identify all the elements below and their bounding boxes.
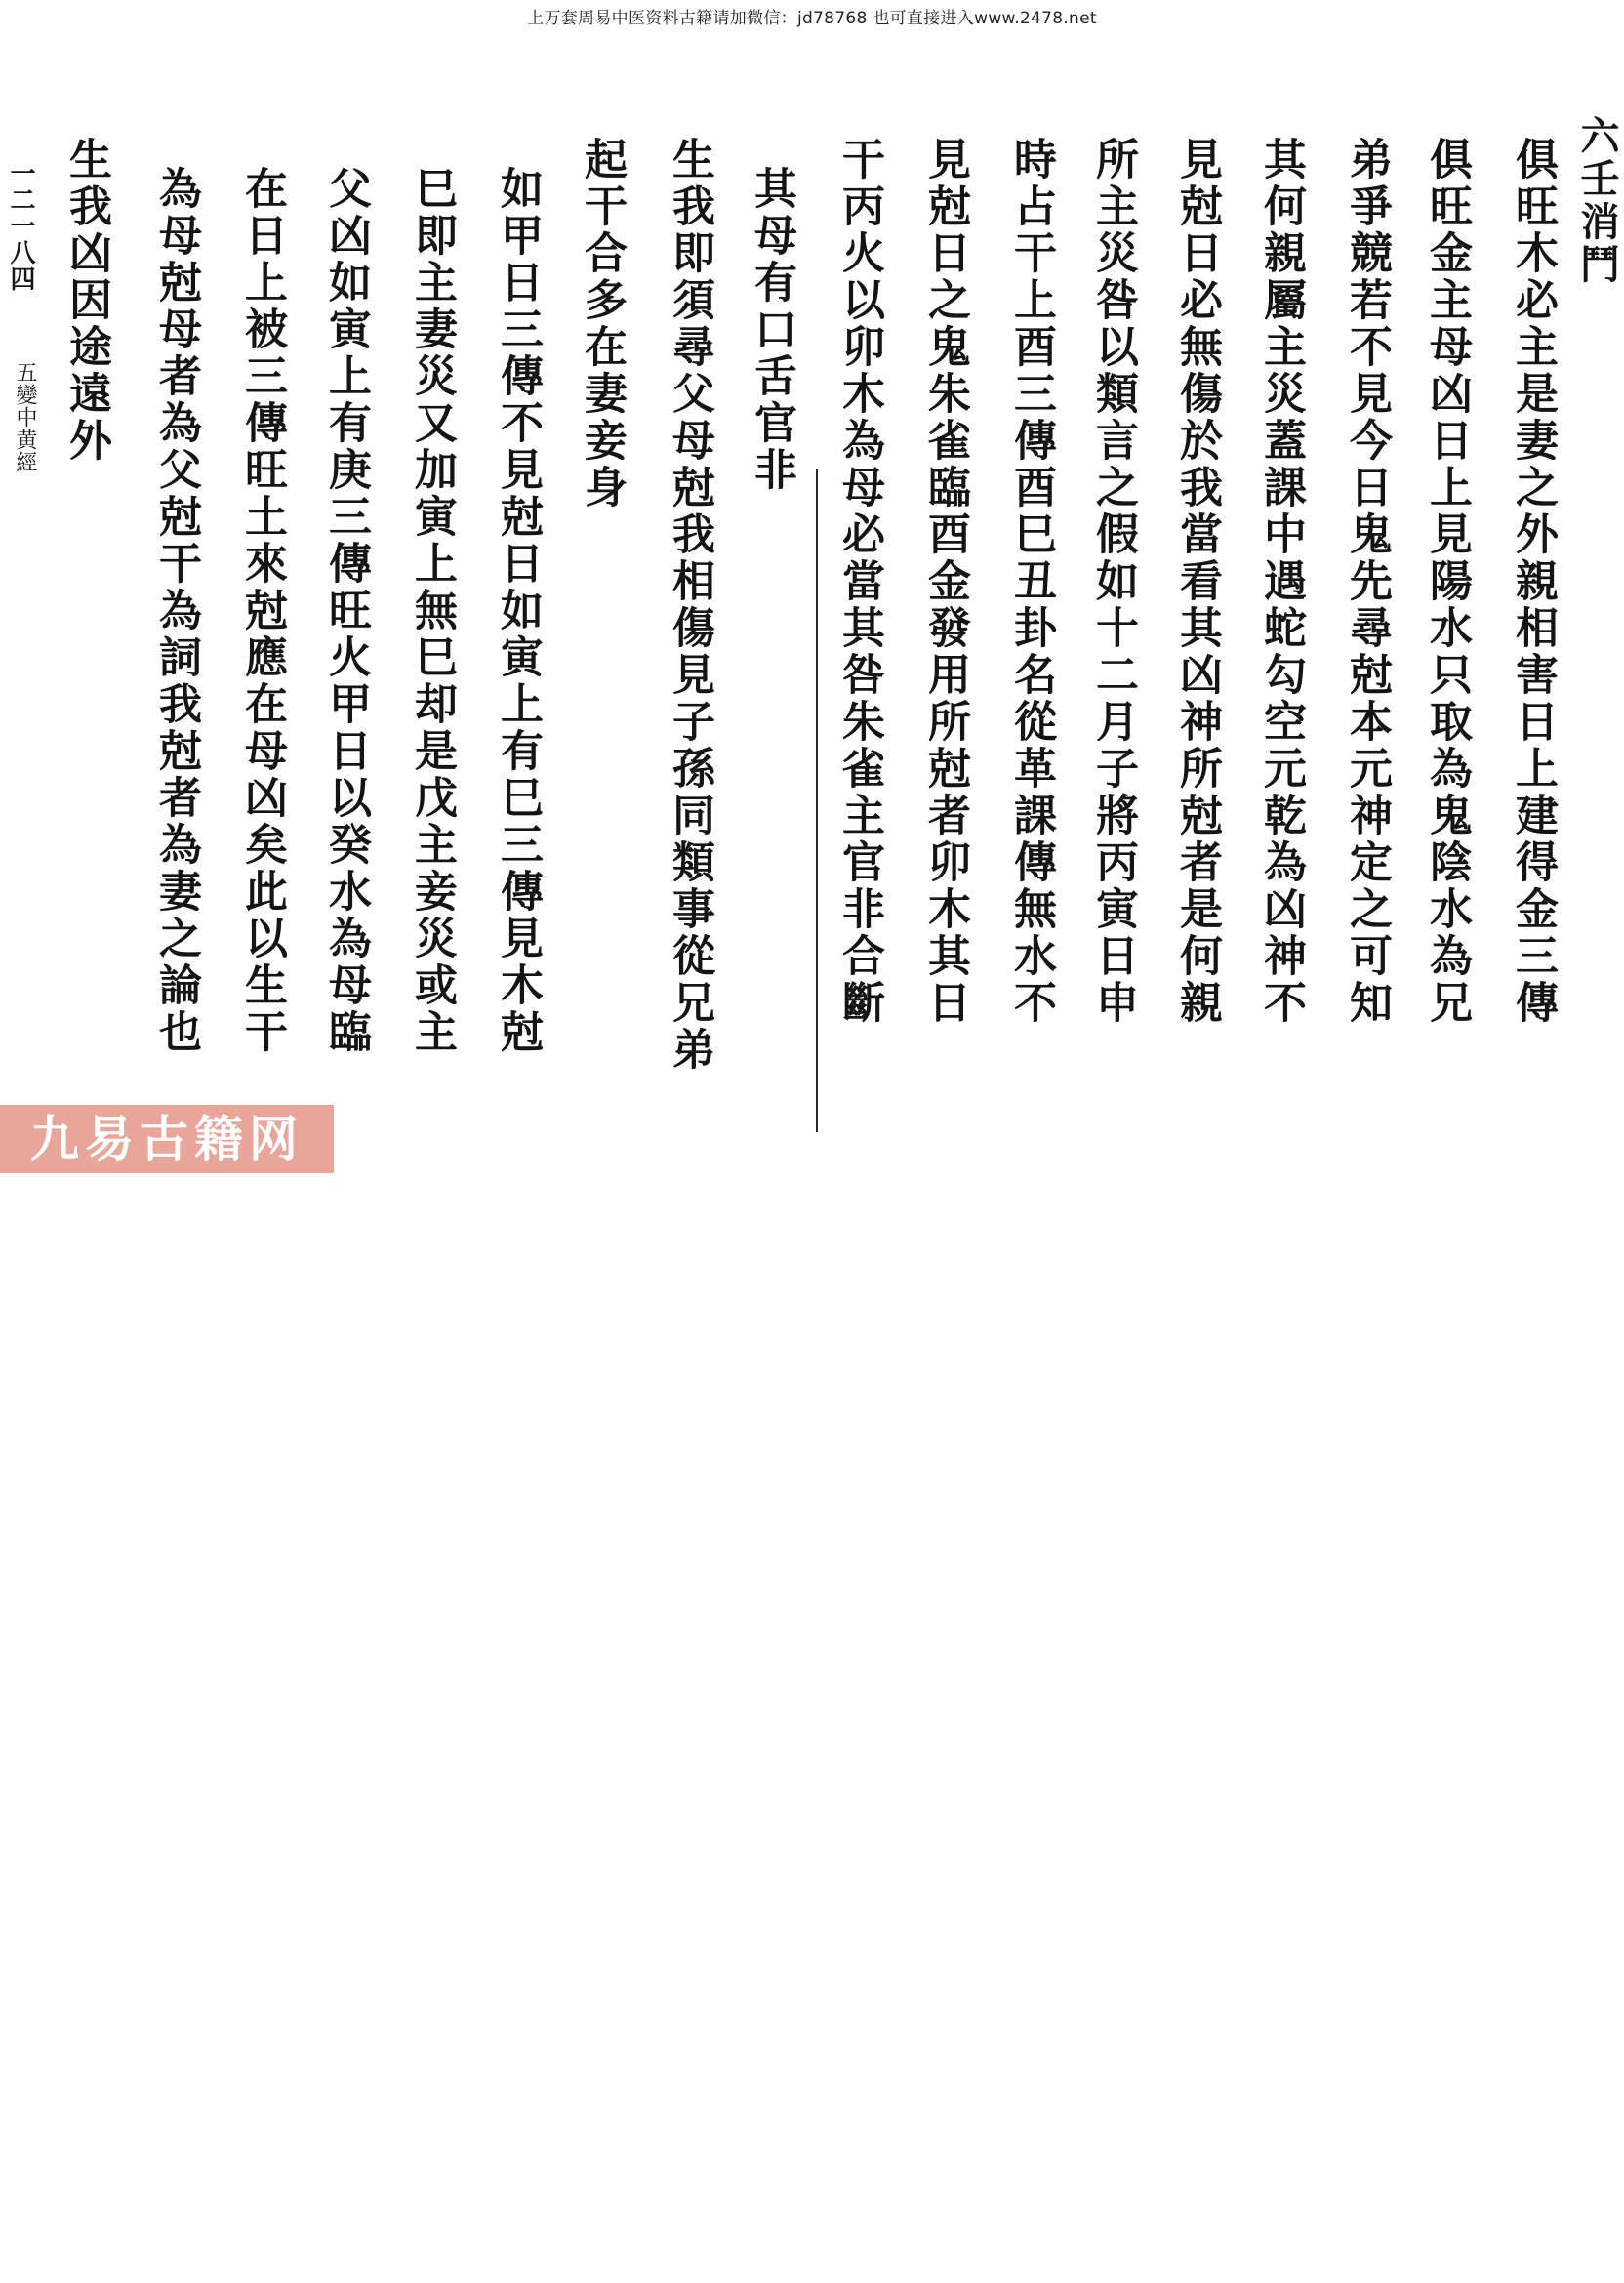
text-column: 見尅日必無傷於我當看其凶神所尅者是何親: [1172, 137, 1222, 1027]
text-column: 在日上被三傳旺土來尅應在母凶矣此以生干: [237, 166, 287, 1056]
text-column: 起干合多在妻妾身: [577, 137, 627, 511]
text-column: 如甲日三傳不見尅日如寅上有巳三傳見木尅: [493, 166, 543, 1056]
text-column: 生我即須尋父母尅我相傷見子孫同類事從兄弟: [665, 137, 714, 1074]
text-column: 俱旺木必主是妻之外親相害日上建得金三傳: [1508, 137, 1558, 1027]
text-column: 其何親屬主災蓋課中遇蛇勾空元乾為凶神不: [1256, 137, 1306, 1027]
scanned-page: [0, 115, 1624, 1074]
text-column: 干丙火以卯木為母必當其咎朱雀主官非合斷: [834, 137, 884, 1027]
text-column: 巳即主妻災又加寅上無巳却是戊主妾災或主: [407, 166, 457, 1056]
text-column: 所主災咎以類言之假如十二月子將丙寅日申: [1088, 137, 1138, 1027]
page-number: 一二一八四: [6, 160, 35, 292]
column-rule: [816, 469, 818, 1132]
watermark-logo: 九易古籍网: [0, 1105, 334, 1173]
text-column: 時占干上酉三傳酉巳丑卦名從革課傳無水不: [1006, 137, 1056, 1027]
download-banner: 上万套周易中医资料古籍请加微信：jd78768 也可直接进入www.2478.net: [527, 9, 1097, 28]
text-column: 其母有口舌官非: [747, 166, 796, 494]
header-title: 六壬消鬥: [1574, 115, 1620, 287]
text-column: 為母尅母者為父尅干為詞我尅者為妻之論也: [151, 166, 201, 1056]
text-column: 弟爭競若不見今日鬼先尋尅本元神定之可知: [1342, 137, 1392, 1027]
text-column: 見尅日之鬼朱雀臨酉金發用所尅者卯木其日: [920, 137, 970, 1027]
text-column: 生我凶因途遠外: [61, 137, 111, 465]
text-column: 父凶如寅上有庚三傳旺火甲日以癸水為母臨: [321, 166, 371, 1056]
book-title: 五變中黄經: [13, 361, 37, 473]
text-column: 俱旺金主母凶日上見陽水只取為鬼陰水為兄: [1422, 137, 1472, 1027]
